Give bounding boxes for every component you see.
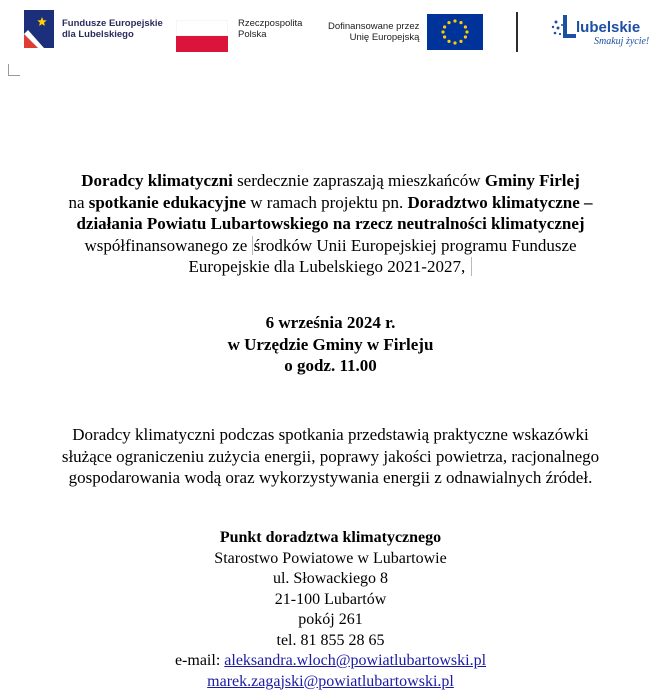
event-date: 6 września 2024 r. xyxy=(265,313,396,332)
email-link-1[interactable]: aleksandra.wloch@powiatlubartowski.pl xyxy=(224,652,487,669)
eu-flag-icon xyxy=(427,14,483,50)
intro-framework: w ramach projektu pn. xyxy=(246,192,408,212)
page-corner-mark xyxy=(8,64,20,76)
rp-line2: Polska xyxy=(238,29,267,40)
email-link-2[interactable]: marek.zagajski@powiatlubartowski.pl xyxy=(207,672,454,690)
intro-funds: środków Unii Europejskiej programu Fundusze xyxy=(253,235,577,255)
eu-line2: Unię Europejską xyxy=(349,32,420,43)
contact-postal: 21-100 Lubartów xyxy=(274,590,387,608)
fundusze-europejskie-icon xyxy=(24,10,54,48)
lubelskie-slogan: Smakuj życie! xyxy=(594,36,650,47)
event-place: w Urzędzie Gminy w Firleju xyxy=(227,334,434,354)
contact-phone: tel. 81 855 28 65 xyxy=(276,631,385,649)
description-paragraph xyxy=(0,424,661,489)
rp-line1: Rzeczpospolita xyxy=(238,18,303,29)
fe-line2: dla Lubelskiego xyxy=(62,29,134,40)
contact-heading: Punkt doradztwa klimatycznego xyxy=(219,529,442,546)
intro-meeting: spotkanie edukacyjne xyxy=(88,192,247,212)
text-cursor-mark xyxy=(467,257,472,276)
lubelskie-logo-icon xyxy=(550,12,654,48)
logo-separator xyxy=(516,12,518,52)
intro-advisors: Doradcy klimatyczni xyxy=(81,171,233,190)
description-line2: służące ograniczeniu zużycia energii, poprawy jakości powietrza, racjonalnego xyxy=(61,446,600,466)
description-line3: gospodarowania wodą oraz wykorzystywania energii z odnawialnych źródeł. xyxy=(68,468,593,487)
contact-street: ul. Słowackiego 8 xyxy=(272,570,389,587)
contact-org: Starostwo Powiatowe w Lubartowie xyxy=(214,549,447,567)
rzeczpospolita-polska-logo xyxy=(176,20,302,52)
event-time: o godz. 11.00 xyxy=(284,356,377,375)
fundusze-europejskie-logo xyxy=(24,10,163,48)
intro-project-title-1: Doradztwo klimatyczne – xyxy=(407,192,593,212)
eu-line1: Dofinansowane przez xyxy=(328,21,420,32)
intro-cofinanced: współfinansowanego ze xyxy=(84,235,252,255)
logo-bar xyxy=(0,0,661,66)
contact-block xyxy=(0,528,661,692)
lubelskie-logo xyxy=(550,12,654,48)
description-line1: Doradcy klimatyczni podczas spotkania przedstawią praktyczne wskazówki xyxy=(72,425,589,444)
lubelskie-name: lubelskie xyxy=(576,19,641,36)
intro-na: na xyxy=(68,192,89,212)
polish-flag-icon xyxy=(176,20,228,52)
fe-line1: Fundusze Europejskie xyxy=(62,18,163,29)
intro-gmina: Gminy Firlej xyxy=(484,171,580,190)
contact-room: pokój 261 xyxy=(298,611,363,628)
intro-program: Europejskie dla Lubelskiego 2021-2027, xyxy=(188,257,466,276)
intro-project-title-2: działania Powiatu Lubartowskiego na rzecz neutralności klimatycznej xyxy=(76,214,585,233)
event-details xyxy=(0,312,661,377)
intro-invite: serdecznie zapraszają mieszkańców xyxy=(232,171,485,190)
email-label: e-mail: xyxy=(174,652,225,669)
intro-paragraph xyxy=(0,170,661,278)
eu-cofinanced-logo xyxy=(328,14,483,50)
